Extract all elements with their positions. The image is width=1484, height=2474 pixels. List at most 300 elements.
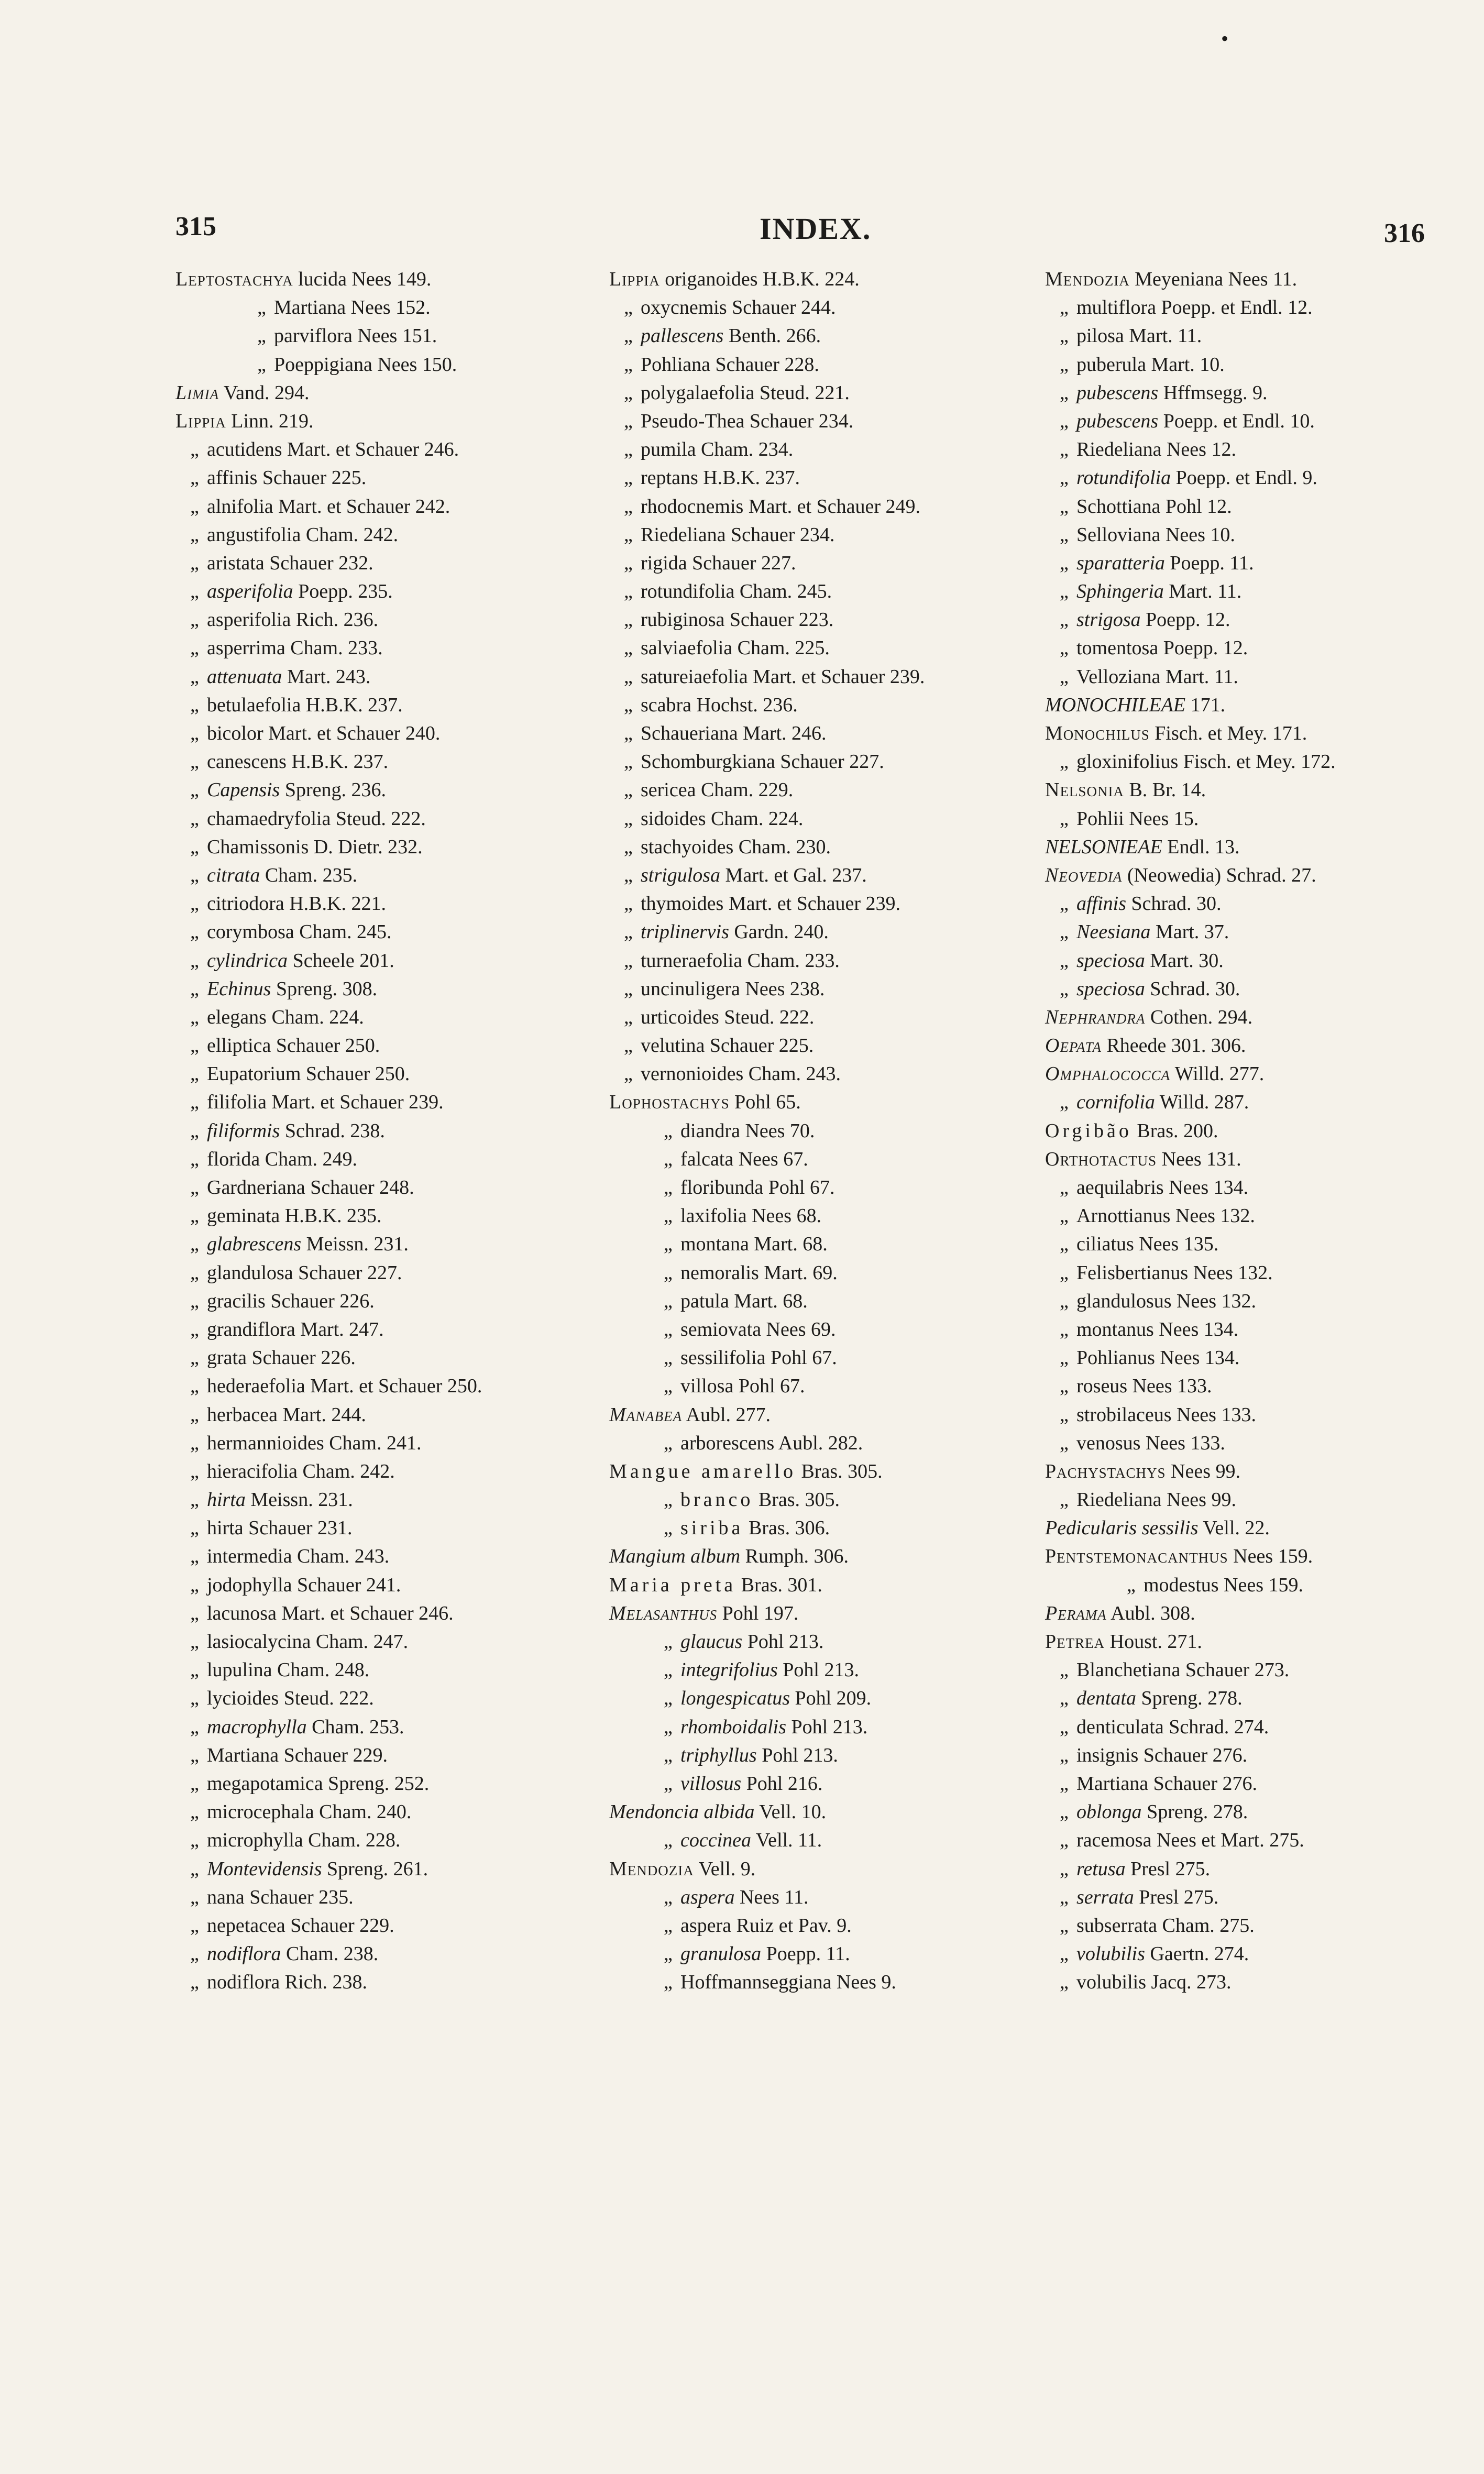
italic-name: nodiflora [207, 1943, 281, 1965]
index-entry [175, 1117, 482, 1145]
entry-text: corymbosa Cham. 245. [207, 921, 392, 943]
entry-text: Rumph. 306. [740, 1545, 849, 1568]
index-entry [609, 1145, 925, 1173]
index-heading [609, 1571, 925, 1599]
index-entry [1045, 918, 1336, 946]
entry-text: gloxinifolius Fisch. et Mey. 172. [1076, 751, 1336, 773]
ditto-mark: „ [190, 1574, 199, 1596]
entry-text: microphylla Cham. 228. [207, 1829, 401, 1852]
ditto-mark: „ [1060, 1971, 1069, 1994]
ditto-mark: „ [1060, 751, 1069, 773]
ditto-mark: „ [1060, 1233, 1069, 1256]
entry-text: falcata Nees 67. [680, 1148, 808, 1170]
index-entry [609, 1741, 925, 1769]
entry-text: polygalaefolia Steud. 221. [641, 381, 850, 404]
ditto-mark: „ [664, 1631, 673, 1653]
index-heading [1045, 1117, 1336, 1145]
index-entry [175, 1855, 482, 1883]
entry-text: Scheele 201. [288, 949, 394, 972]
entry-text: Gardneriana Schauer 248. [207, 1176, 414, 1198]
italic-name: filiformis [207, 1119, 280, 1142]
ditto-mark: „ [190, 1119, 199, 1142]
index-entry [175, 464, 482, 492]
entry-text: Pohl 213. [777, 1659, 859, 1681]
ditto-mark: „ [624, 977, 633, 1000]
entry-text: Schrad. 30. [1126, 893, 1222, 915]
index-entry [175, 1145, 482, 1173]
index-entry [1045, 805, 1336, 833]
heading-name: Mangium album [609, 1545, 741, 1568]
entry-text: urticoides Steud. 222. [641, 1006, 815, 1028]
heading-name: Oepata [1045, 1035, 1102, 1057]
entry-text: Gardn. 240. [729, 921, 829, 943]
ditto-mark: „ [664, 1744, 673, 1766]
ditto-mark: „ [1060, 1489, 1069, 1511]
italic-name: cornifolia [1076, 1091, 1155, 1114]
ditto-mark: „ [1060, 1432, 1069, 1454]
ditto-mark: „ [1060, 552, 1069, 574]
entry-text: nodiflora Rich. 238. [207, 1971, 368, 1994]
index-entry [609, 1968, 925, 1996]
index-entry [175, 1060, 482, 1088]
entry-text: sericea Cham. 229. [641, 779, 794, 801]
index-entry [175, 918, 482, 946]
entry-text: Fisch. et Mey. 171. [1149, 722, 1307, 744]
index-column-3 [1045, 265, 1336, 1996]
entry-text: salviaefolia Cham. 225. [641, 637, 830, 659]
ditto-mark: „ [190, 637, 199, 659]
index-entry [609, 1344, 925, 1372]
ditto-mark: „ [664, 1261, 673, 1284]
index-entry [175, 1656, 482, 1684]
ditto-mark: „ [190, 609, 199, 631]
ditto-mark: „ [1060, 495, 1069, 518]
entry-text: Schomburgkiana Schauer 227. [641, 751, 884, 773]
ditto-mark: „ [257, 353, 266, 376]
ditto-mark: „ [190, 1971, 199, 1994]
ditto-mark: „ [190, 1631, 199, 1653]
index-entry [1045, 1372, 1336, 1400]
index-entry [1045, 1173, 1336, 1202]
entry-text: Schaueriana Mart. 246. [641, 722, 827, 744]
index-entry [175, 805, 482, 833]
ditto-mark: „ [1060, 1347, 1069, 1369]
entry-text: lacunosa Mart. et Schauer 246. [207, 1602, 454, 1624]
ditto-mark: „ [1060, 1829, 1069, 1852]
ditto-mark: „ [1060, 609, 1069, 631]
italic-name: cylindrica [207, 949, 288, 972]
entry-text: Aubl. 277. [682, 1403, 771, 1426]
entry-text: arborescens Aubl. 282. [680, 1432, 863, 1454]
italic-name: serrata [1076, 1886, 1134, 1908]
index-heading [1045, 1060, 1336, 1088]
ditto-mark: „ [190, 864, 199, 886]
ditto-mark: „ [624, 552, 633, 574]
index-entry [609, 1883, 925, 1911]
ditto-mark: „ [190, 1091, 199, 1114]
ditto-mark: „ [1060, 1318, 1069, 1340]
index-entry [609, 1315, 925, 1344]
heading-name: MONOCHILEAE [1045, 694, 1186, 716]
index-entry [609, 1656, 925, 1684]
index-entry [175, 1514, 482, 1542]
italic-name: volubilis [1076, 1943, 1145, 1965]
entry-text: Riedeliana Nees 99. [1076, 1489, 1236, 1511]
italic-name: integrifolius [680, 1659, 778, 1681]
ditto-mark: „ [190, 1233, 199, 1256]
entry-text: lupulina Cham. 248. [207, 1659, 370, 1681]
ditto-mark: „ [1060, 1205, 1069, 1227]
index-heading [1045, 1599, 1336, 1628]
entry-text: Meissn. 231. [301, 1233, 409, 1256]
index-entry [609, 776, 925, 804]
entry-text: Pohl 213. [786, 1716, 868, 1738]
ditto-mark: „ [190, 835, 199, 858]
index-entry [609, 663, 925, 691]
index-heading [1045, 776, 1336, 804]
heading-name: Perama [1045, 1602, 1107, 1624]
heading-name: Lippia [175, 410, 226, 432]
index-entry [1045, 634, 1336, 662]
index-entry [175, 1486, 482, 1514]
index-entry [609, 947, 925, 975]
ditto-mark: „ [624, 722, 633, 744]
ditto-mark: „ [1060, 921, 1069, 943]
entry-text: uncinuligera Nees 238. [641, 977, 825, 1000]
index-entry [1045, 1769, 1336, 1798]
ditto-mark: „ [624, 835, 633, 858]
entry-text: Nees 131. [1157, 1148, 1241, 1170]
index-entry [175, 577, 482, 606]
entry-text: vernonioides Cham. 243. [641, 1063, 841, 1085]
ditto-mark: „ [190, 1744, 199, 1766]
index-entry [1045, 1315, 1336, 1344]
index-entry [175, 947, 482, 975]
ditto-mark: „ [664, 1772, 673, 1795]
ditto-mark: „ [624, 921, 633, 943]
italic-name: pubescens [1076, 410, 1159, 432]
ditto-mark: „ [190, 694, 199, 716]
entry-text: aristata Schauer 232. [207, 552, 373, 574]
italic-name: hirta [207, 1489, 246, 1511]
index-heading [1045, 1145, 1336, 1173]
index-entry [609, 1940, 925, 1968]
entry-text: origanoides H.B.K. 224. [659, 268, 860, 290]
entry-text: pumila Cham. 234. [641, 438, 794, 461]
entry-text: denticulata Schrad. 274. [1076, 1716, 1269, 1738]
entry-text: Pohl 216. [741, 1772, 823, 1795]
index-entry [609, 1684, 925, 1712]
index-entry [175, 1911, 482, 1940]
index-heading [1045, 1628, 1336, 1656]
entry-text: villosa Pohl 67. [680, 1375, 805, 1398]
entry-text: Poepp. 11. [761, 1943, 850, 1965]
ditto-mark: „ [190, 1716, 199, 1738]
entry-text: Mart. 30. [1145, 949, 1224, 972]
spaced-name: branco [680, 1489, 754, 1511]
ditto-mark: „ [1060, 467, 1069, 489]
ditto-mark: „ [190, 1857, 199, 1880]
heading-name: Lippia [609, 268, 660, 290]
index-entry [1045, 747, 1336, 776]
heading-name: Orthotactus [1045, 1148, 1157, 1170]
index-entry [1045, 1911, 1336, 1940]
index-entry [609, 918, 925, 946]
index-entry [609, 549, 925, 577]
entry-text: strobilaceus Nees 133. [1076, 1403, 1256, 1426]
ditto-mark: „ [624, 864, 633, 886]
index-entry [609, 975, 925, 1003]
entry-text: Bras. 306. [743, 1517, 830, 1540]
index-entry [175, 1628, 482, 1656]
entry-text: thymoides Mart. et Schauer 239. [641, 893, 901, 915]
ditto-mark: „ [1060, 1091, 1069, 1114]
ditto-mark: „ [664, 1829, 673, 1852]
entry-text: scabra Hochst. 236. [641, 694, 798, 716]
italic-name: glaucus [680, 1631, 743, 1653]
index-entry [175, 293, 482, 322]
ditto-mark: „ [1060, 523, 1069, 546]
entry-text: Presl 275. [1125, 1857, 1211, 1880]
index-heading [609, 1542, 925, 1570]
index-entry [609, 577, 925, 606]
index-entry [609, 691, 925, 719]
ditto-mark: „ [190, 1035, 199, 1057]
index-entry [1045, 1684, 1336, 1712]
entry-text: betulaefolia H.B.K. 237. [207, 694, 403, 716]
index-heading [1045, 861, 1336, 889]
entry-text: hermannioides Cham. 241. [207, 1432, 422, 1454]
heading-name: Pentstemonacanthus [1045, 1545, 1228, 1568]
ditto-mark: „ [1060, 893, 1069, 915]
index-entry [1045, 1571, 1336, 1599]
entry-text: Pohliana Schauer 228. [641, 353, 819, 376]
heading-name: Nelsonia [1045, 779, 1124, 801]
ditto-mark: „ [1060, 1886, 1069, 1908]
italic-name: aspera [680, 1886, 735, 1908]
index-heading [1045, 833, 1336, 861]
ditto-mark: „ [1060, 1801, 1069, 1823]
entry-text: Hffmsegg. 9. [1158, 381, 1268, 404]
index-entry [1045, 1741, 1336, 1769]
ditto-mark: „ [624, 949, 633, 972]
index-entry [175, 1173, 482, 1202]
index-entry [609, 407, 925, 435]
entry-text: lucida Nees 149. [293, 268, 432, 290]
index-heading [1045, 1031, 1336, 1060]
index-entry [1045, 1202, 1336, 1230]
entry-text: lasiocalycina Cham. 247. [207, 1631, 409, 1653]
ditto-mark: „ [257, 296, 266, 319]
heading-name: Mendozia [609, 1857, 694, 1880]
entry-text: Endl. 13. [1162, 835, 1240, 858]
entry-text: Nees 99. [1166, 1460, 1240, 1482]
entry-text: Pohl 213. [742, 1631, 824, 1653]
index-heading [1045, 265, 1336, 293]
entry-text: B. Br. 14. [1124, 779, 1206, 801]
entry-text: Eupatorium Schauer 250. [207, 1063, 410, 1085]
italic-name: speciosa [1076, 949, 1145, 972]
index-entry [609, 634, 925, 662]
index-entry [175, 1769, 482, 1798]
index-entry [609, 1514, 925, 1542]
entry-text: Bras. 305. [753, 1489, 840, 1511]
index-entry [175, 1826, 482, 1854]
index-entry [175, 1259, 482, 1287]
ditto-mark: „ [624, 523, 633, 546]
ditto-mark: „ [1060, 1716, 1069, 1738]
ditto-mark: „ [1060, 637, 1069, 659]
ditto-mark: „ [190, 1914, 199, 1937]
entry-text: rubiginosa Schauer 223. [641, 609, 834, 631]
entry-text: acutidens Mart. et Schauer 246. [207, 438, 459, 461]
entry-text: Selloviana Nees 10. [1076, 523, 1235, 546]
heading-name: Orgibão [1045, 1119, 1132, 1142]
index-entry [175, 776, 482, 804]
entry-text: multiflora Poepp. et Endl. 12. [1076, 296, 1313, 319]
ditto-mark: „ [190, 1545, 199, 1568]
entry-text: filifolia Mart. et Schauer 239. [207, 1091, 444, 1114]
italic-name: coccinea [680, 1829, 752, 1852]
index-entry [609, 435, 925, 464]
entry-text: Nees 159. [1228, 1545, 1313, 1568]
ditto-mark: „ [624, 438, 633, 461]
ditto-mark: „ [1060, 353, 1069, 376]
entry-text: gracilis Schauer 226. [207, 1290, 375, 1312]
index-entry [609, 1173, 925, 1202]
entry-text: semiovata Nees 69. [680, 1318, 836, 1340]
ditto-mark: „ [190, 1148, 199, 1170]
italic-name: citrata [207, 864, 260, 886]
entry-text: venosus Nees 133. [1076, 1432, 1225, 1454]
heading-name: Neovedia [1045, 864, 1123, 886]
entry-text: aequilabris Nees 134. [1076, 1176, 1249, 1198]
index-entry [609, 805, 925, 833]
ditto-mark: „ [624, 1006, 633, 1028]
index-entry [1045, 1968, 1336, 1996]
entry-text: Vell. 9. [694, 1857, 756, 1880]
index-heading [609, 1599, 925, 1628]
entry-text: Cham. 253. [306, 1716, 404, 1738]
italic-name: sparatteria [1076, 552, 1165, 574]
heading-name: Nephrandra [1045, 1006, 1146, 1028]
index-entry [1045, 1401, 1336, 1429]
index-entry [175, 1372, 482, 1400]
ditto-mark: „ [190, 467, 199, 489]
index-entry [175, 1542, 482, 1570]
ditto-mark: „ [190, 552, 199, 574]
entry-text: Mart. et Gal. 237. [720, 864, 867, 886]
entry-text: Poepp. et Endl. 10. [1158, 410, 1315, 432]
index-entry [175, 1202, 482, 1230]
italic-name: pallescens [641, 325, 724, 347]
entry-text: hirta Schauer 231. [207, 1517, 353, 1540]
ditto-mark: „ [664, 1148, 673, 1170]
italic-name: affinis [1076, 893, 1127, 915]
heading-name: Maria preta [609, 1574, 736, 1596]
ditto-mark: „ [1060, 1261, 1069, 1284]
ditto-mark: „ [664, 1176, 673, 1198]
index-entry [609, 1713, 925, 1741]
index-entry [175, 1684, 482, 1712]
ditto-mark: „ [190, 1659, 199, 1681]
entry-text: Vell. 10. [754, 1801, 827, 1823]
entry-text: Schrad. 30. [1145, 977, 1240, 1000]
entry-text: velutina Schauer 225. [641, 1035, 814, 1057]
index-entry [609, 1259, 925, 1287]
entry-text: Spreng. 278. [1136, 1687, 1243, 1710]
index-entry [175, 1968, 482, 1996]
entry-text: grata Schauer 226. [207, 1347, 356, 1369]
entry-text: Linn. 219. [226, 410, 314, 432]
ditto-mark: „ [664, 1914, 673, 1937]
ditto-mark: „ [624, 779, 633, 801]
index-entry [609, 719, 925, 747]
entry-text: Cham. 238. [281, 1943, 379, 1965]
entry-text: Houst. 271. [1105, 1631, 1202, 1653]
index-entry [175, 1571, 482, 1599]
ditto-mark: „ [190, 977, 199, 1000]
entry-text: asperrima Cham. 233. [207, 637, 383, 659]
heading-name: Omphalococca [1045, 1063, 1170, 1085]
index-entry [609, 1429, 925, 1457]
entry-text: Pseudo-Thea Schauer 234. [641, 410, 854, 432]
entry-text: Mart. 37. [1150, 921, 1229, 943]
entry-text: Bras. 301. [736, 1574, 822, 1596]
italic-name: Neesiana [1076, 921, 1151, 943]
ditto-mark: „ [664, 1517, 673, 1540]
index-entry [175, 1599, 482, 1628]
entry-text: patula Mart. 68. [680, 1290, 808, 1312]
index-entry [175, 521, 482, 549]
entry-text: Pohlii Nees 15. [1076, 807, 1199, 830]
page-title: INDEX. [760, 212, 872, 246]
index-entry [609, 1287, 925, 1315]
ditto-mark: „ [624, 751, 633, 773]
index-entry [1045, 1287, 1336, 1315]
ditto-mark: „ [1060, 410, 1069, 432]
index-entry [1045, 1230, 1336, 1258]
index-entry [1045, 464, 1336, 492]
entry-text: aspera Ruiz et Pav. 9. [680, 1914, 852, 1937]
entry-text: Vell. 22. [1198, 1517, 1270, 1540]
ditto-mark: „ [1060, 1914, 1069, 1937]
entry-text: nana Schauer 235. [207, 1886, 354, 1908]
ditto-mark: „ [190, 722, 199, 744]
ditto-mark: „ [190, 949, 199, 972]
entry-text: Spreng. 308. [271, 977, 378, 1000]
ditto-mark: „ [190, 1375, 199, 1398]
heading-name: NELSONIEAE [1045, 835, 1162, 858]
ditto-mark: „ [190, 807, 199, 830]
index-heading [609, 1798, 925, 1826]
index-entry [1045, 492, 1336, 521]
ditto-mark: „ [190, 523, 199, 546]
entry-text: Vell. 11. [751, 1829, 822, 1852]
index-entry [1045, 1940, 1336, 1968]
ditto-mark: „ [1060, 1403, 1069, 1426]
italic-name: dentata [1076, 1687, 1136, 1710]
ditto-mark: „ [664, 1432, 673, 1454]
index-entry [175, 1344, 482, 1372]
index-entry [175, 861, 482, 889]
ditto-mark: „ [1060, 807, 1069, 830]
entry-text: laxifolia Nees 68. [680, 1205, 822, 1227]
ditto-mark: „ [1060, 1943, 1069, 1965]
entry-text: pilosa Mart. 11. [1076, 325, 1202, 347]
index-entry [175, 1031, 482, 1060]
left-page-number: 315 [175, 212, 216, 241]
